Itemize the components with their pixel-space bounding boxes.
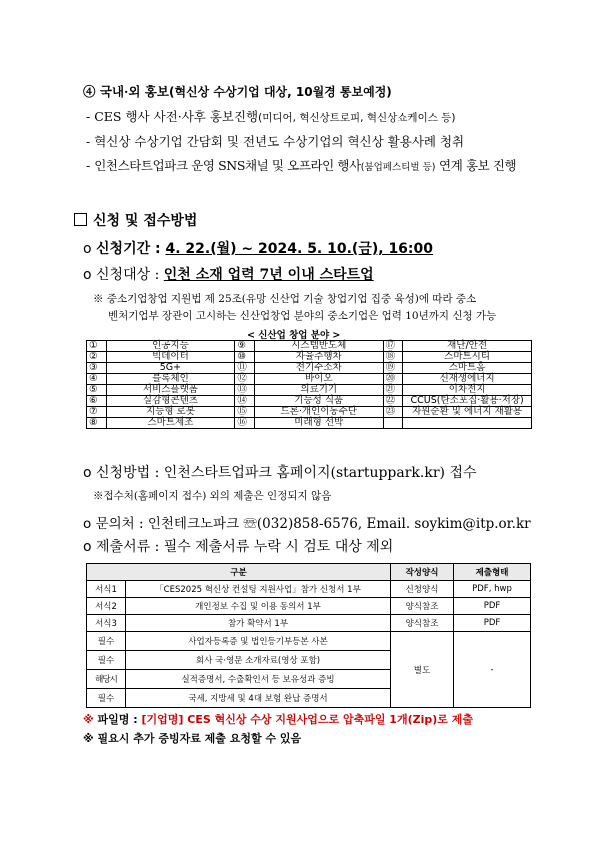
field-number: ⑮ xyxy=(235,407,255,418)
field-number: ② xyxy=(87,352,107,363)
fields-table xyxy=(86,340,532,429)
merged-type-cell: - xyxy=(454,632,531,708)
promo-heading-paren: (혁신상 수상기업 대상, 10월경 통보예정) xyxy=(168,85,392,99)
bullet-small-text: (붐업페스티벌 등) xyxy=(360,162,436,173)
field-number: ⑩ xyxy=(235,352,255,363)
period-sep: : xyxy=(150,241,166,257)
field-name: 드론·개인이동수단 xyxy=(254,407,383,418)
row-category: 서식1 xyxy=(87,581,126,598)
bullet-dash: - xyxy=(86,158,91,173)
fields-row xyxy=(87,418,532,429)
eligibility-note xyxy=(93,291,476,306)
field-name: 자원순환 및 에너지 재활용 xyxy=(403,407,532,418)
field-number: ⑪ xyxy=(235,363,255,374)
note-line-1: 중소기업창업 지원법 제 25조(유망 신산업 기술 창업기업 집중 육성)에 따라 중소 xyxy=(106,293,477,305)
row-description: 개인정보 수집 및 이용 동의서 1부 xyxy=(126,598,391,615)
field-number: ㉑ xyxy=(383,385,403,396)
row-category: 필수 xyxy=(87,689,126,708)
row-form: 양식참조 xyxy=(391,598,454,615)
target-label: 신청대상 xyxy=(96,267,151,283)
field-number: ⑲ xyxy=(383,363,403,374)
field-number: ③ xyxy=(87,363,107,374)
field-number: ⑦ xyxy=(87,407,107,418)
field-name: 의료기기 xyxy=(254,385,383,396)
promo-heading-number: ④ xyxy=(83,84,96,99)
period-line xyxy=(83,238,433,258)
docs-table xyxy=(86,563,531,708)
table-row xyxy=(87,598,531,615)
file-note-value: [기업명] CES 혁신상 수상 지원사업으로 압축파일 1개(Zip)로 제출 xyxy=(141,713,473,726)
list-marker: o xyxy=(83,539,92,555)
field-name: 재난/안전 xyxy=(403,341,532,352)
field-number xyxy=(383,418,403,429)
field-name: 스마트제조 xyxy=(106,418,235,429)
field-name: 서비스플랫폼 xyxy=(106,385,235,396)
row-type: PDF, hwp xyxy=(454,581,531,598)
file-note-mark: ※ xyxy=(83,713,94,726)
bullet-text: 인천스타트업파크 운영 SNS채널 및 오프라인 행사 xyxy=(94,158,361,173)
row-type: PDF xyxy=(454,598,531,615)
period-label: 신청기간 xyxy=(96,241,151,257)
contact-value: 인천테크노파크 ☏(032)858-6576, Email. soykim@itp.or.kr xyxy=(147,516,531,532)
fields-row xyxy=(87,352,532,363)
list-marker: o xyxy=(83,516,92,532)
field-number: ⑫ xyxy=(235,374,255,385)
fields-title: < 신산업 창업 분야 > xyxy=(247,330,341,341)
target-value: 인천 소재 업력 7년 이내 스타트업 xyxy=(163,267,374,283)
extra-note-mark: ※ xyxy=(83,732,94,745)
section-title xyxy=(74,210,197,230)
bullet-dash: - xyxy=(86,134,91,149)
table-row xyxy=(87,615,531,632)
file-name-note xyxy=(83,711,473,727)
field-number: ⑥ xyxy=(87,396,107,407)
table-row xyxy=(87,581,531,598)
field-number: ⑱ xyxy=(383,352,403,363)
field-name: 실감형콘텐츠 xyxy=(106,396,235,407)
file-note-label: 파일명 : xyxy=(97,713,142,726)
extra-note-text: 필요시 추가 증빙자료 제출 요청할 수 있음 xyxy=(97,732,302,745)
field-name: 스마트홈 xyxy=(403,363,532,374)
field-number: ④ xyxy=(87,374,107,385)
field-name: 신재생에너지 xyxy=(403,374,532,385)
field-name: 스마트시티 xyxy=(403,352,532,363)
field-number: ㉓ xyxy=(383,407,403,418)
field-name: 5G+ xyxy=(106,363,235,374)
bullet-small-text: (미디어, 혁신상트로피, 혁신상쇼케이스 등) xyxy=(258,112,456,124)
target-line xyxy=(83,264,374,284)
bullet-text: CES 행사 사전·사후 홍보진행 xyxy=(94,109,259,124)
field-name: 인공지능 xyxy=(106,341,235,352)
row-category: 서식3 xyxy=(87,615,126,632)
merged-form-cell: 별도 xyxy=(391,632,454,708)
field-name: 바이오 xyxy=(254,374,383,385)
target-sep: : xyxy=(150,267,164,283)
method-sep: : xyxy=(150,465,164,481)
field-number: ⑬ xyxy=(235,385,255,396)
bullet-dash: - xyxy=(86,109,91,124)
header-type: 제출형태 xyxy=(454,564,531,581)
square-bullet-icon xyxy=(74,213,87,226)
field-name: 미래형 선박 xyxy=(254,418,383,429)
docs-value: 필수 제출서류 누락 시 검토 대상 제외 xyxy=(163,539,394,555)
row-form: 양식참조 xyxy=(391,615,454,632)
method-line xyxy=(83,462,477,482)
field-number: ⑯ xyxy=(235,418,255,429)
fields-row xyxy=(87,341,532,352)
fields-row xyxy=(87,385,532,396)
method-value: 인천스타트업파크 홈페이지(startuppark.kr) 접수 xyxy=(163,465,477,481)
eligibility-note-line-2 xyxy=(108,308,496,323)
row-description: 회사 국·영문 소개자료(영상 포함) xyxy=(126,651,391,670)
row-category: 서식2 xyxy=(87,598,126,615)
field-number: ⑳ xyxy=(383,374,403,385)
table-row xyxy=(87,632,531,651)
header-form: 작성양식 xyxy=(391,564,454,581)
fields-row xyxy=(87,374,532,385)
promo-bullet-3 xyxy=(86,156,516,174)
docs-label: 제출서류 xyxy=(96,539,151,555)
method-label: 신청방법 xyxy=(96,465,151,481)
extra-docs-note xyxy=(83,730,301,746)
bullet-text: 혁신상 수상기업 간담회 및 전년도 수상기업의 혁신상 활용사례 청취 xyxy=(94,134,465,149)
field-name: 지능형 로봇 xyxy=(106,407,235,418)
promo-heading xyxy=(83,82,392,100)
field-name xyxy=(403,418,532,429)
field-name: 전기수소차 xyxy=(254,363,383,374)
header-category: 구분 xyxy=(87,564,391,581)
docs-line xyxy=(83,536,393,556)
row-category: 해당시 xyxy=(87,670,126,689)
docs-sep: : xyxy=(150,539,164,555)
row-category: 필수 xyxy=(87,651,126,670)
list-marker: o xyxy=(83,241,92,257)
bullet-tail-text: 연계 홍보 진행 xyxy=(435,158,517,173)
field-name: 이차전지 xyxy=(403,385,532,396)
list-marker: o xyxy=(83,267,92,283)
field-name: 빅데이터 xyxy=(106,352,235,363)
method-note: ※접수처(홈페이지 접수) 외의 제출은 인정되지 않음 xyxy=(93,490,332,502)
field-name: 자율주행차 xyxy=(254,352,383,363)
field-name: 시스템반도체 xyxy=(254,341,383,352)
promo-heading-text: 국내·외 홍보 xyxy=(99,84,169,99)
fields-row xyxy=(87,396,532,407)
field-name: 기능성 식품 xyxy=(254,396,383,407)
row-type: PDF xyxy=(454,615,531,632)
field-number: ⑨ xyxy=(235,341,255,352)
contact-sep: : xyxy=(134,516,148,532)
field-name: CCUS(탄소포집·활용·저장) xyxy=(403,396,532,407)
row-description: 참가 확약서 1부 xyxy=(126,615,391,632)
period-value: 4. 22.(월) ~ 2024. 5. 10.(금), 16:00 xyxy=(165,241,434,257)
fields-row xyxy=(87,407,532,418)
note-mark: ※ xyxy=(93,293,104,305)
contact-line xyxy=(83,512,531,532)
field-number: ⑧ xyxy=(87,418,107,429)
docs-table-header xyxy=(87,564,531,581)
promo-bullet-2 xyxy=(86,132,464,150)
field-number: ㉒ xyxy=(383,396,403,407)
row-form: 신청양식 xyxy=(391,581,454,598)
field-number: ① xyxy=(87,341,107,352)
section-title-text: 신청 및 접수방법 xyxy=(93,213,198,229)
contact-label: 문의처 xyxy=(95,516,135,532)
fields-row xyxy=(87,363,532,374)
list-marker: o xyxy=(83,465,92,481)
note-line-2: 벤처기업부 장관이 고시하는 신산업창업 분야의 중소기업은 업력 10년까지 신청 가능 xyxy=(108,310,497,322)
field-number: ⑰ xyxy=(383,341,403,352)
field-number: ⑭ xyxy=(235,396,255,407)
field-number: ⑤ xyxy=(87,385,107,396)
row-description: 실적증명서, 수출확인서 등 보유성과 증빙 xyxy=(126,670,391,689)
row-description: 사업자등록증 및 법인등기부등본 사본 xyxy=(126,632,391,651)
field-name: 블록체인 xyxy=(106,374,235,385)
row-description: 국세, 지방세 및 4대 보험 완납 증명서 xyxy=(126,689,391,708)
row-description: 「CES2025 혁신상 컨설팅 지원사업」참가 신청서 1부 xyxy=(126,581,391,598)
row-category: 필수 xyxy=(87,632,126,651)
promo-bullet-1 xyxy=(86,107,455,125)
